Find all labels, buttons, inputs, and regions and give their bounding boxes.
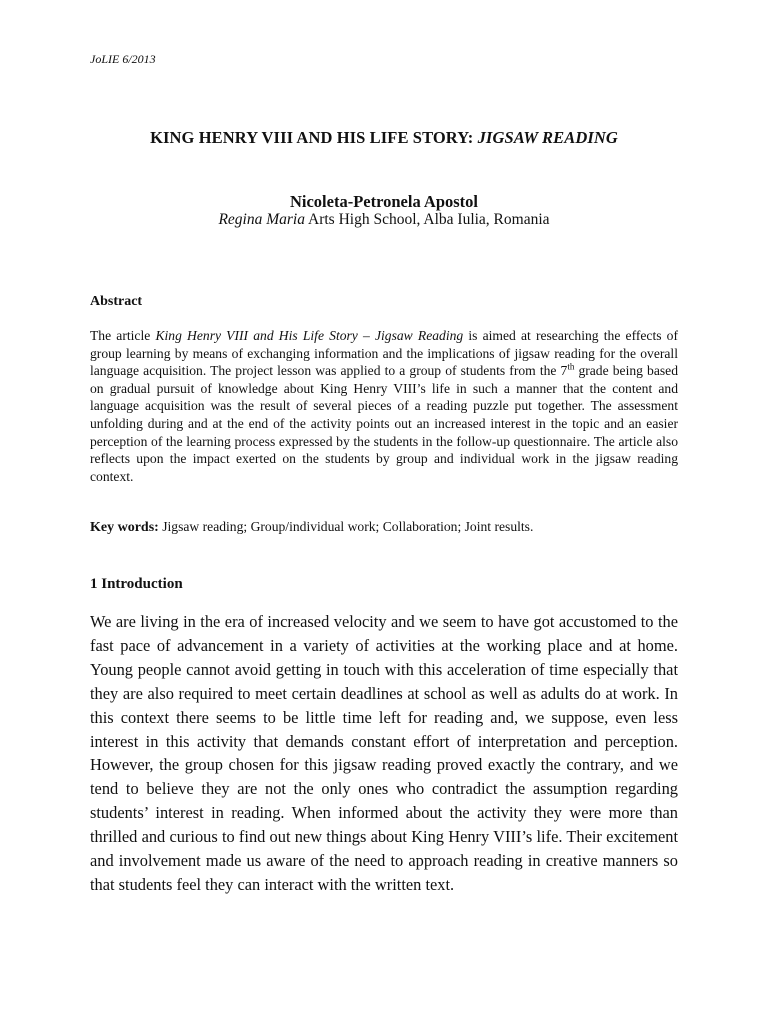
abstract-article-title: King Henry VIII and His Life Story – Jigsaw Reading: [155, 328, 464, 343]
keywords: [90, 519, 678, 536]
title-italic: JIGSAW READING: [477, 128, 618, 147]
paper-title: [90, 128, 678, 148]
title-main: KING HENRY VIII AND HIS LIFE STORY:: [150, 128, 478, 147]
section-heading-introduction: 1 Introduction: [90, 576, 183, 592]
journal-header: JoLIE 6/2013: [90, 52, 156, 66]
abstract-start: The article: [90, 328, 156, 343]
affiliation-italic: Regina Maria: [218, 211, 305, 228]
keywords-label: Key words:: [90, 520, 159, 535]
author-name: Nicoleta-Petronela Apostol: [289, 192, 479, 211]
abstract-end: grade being based on gradual pursuit of knowledge about King Henry VIII’s life in such a manner that the content and language acquisition was the result of several pieces of a reading puzzle put together. The assessment unfolding during and at the end of the activity points out an increased interest in the topic and an easier perception of the learning process expressed by the students in the follow-up questionnaire. The article also reflects upon the impact exerted on the students by group and individual work in the jigsaw reading context.: [90, 363, 678, 484]
abstract-text: [90, 327, 678, 485]
abstract-heading: Abstract: [90, 294, 143, 309]
keywords-text: Jigsaw reading; Group/individual work; Collaboration; Joint results.: [158, 519, 534, 534]
abstract-superscript: th: [567, 361, 575, 372]
affiliation-rest: Arts High School, Alba Iulia, Romania: [304, 211, 550, 228]
abstract-mid: is aimed at researching the effects of group learning by means of exchanging information and the implications of jigsaw reading for the overall language acquisition. The project lesson was applied to a group of students from the 7: [90, 328, 679, 379]
introduction-text: We are living in the era of increased velocity and we seem to have got accustomed to the fast pace of advancement in a variety of activities at the working place and at home. Young people cannot avoid getting in touch with this acceleration of time especially that they are also required to meet certain deadlines at school as well as adults do at work. In this context there seems to be little time left for reading and, we suppose, even less interest in this activity that demands constant effort of interpretation and perception. However, the group chosen for this jigsaw reading proved exactly the contrary, and we tend to believe they are not the only ones who contradict the assumption regarding students’ interest in reading. When informed about the activity they were more than thrilled and curious to find out new things about King Henry VIII’s life. Their excitement and involvement made us aware of the need to approach reading in creative manners so that students feel they can interact with the written text.: [90, 612, 678, 894]
author-affiliation: [90, 211, 678, 229]
